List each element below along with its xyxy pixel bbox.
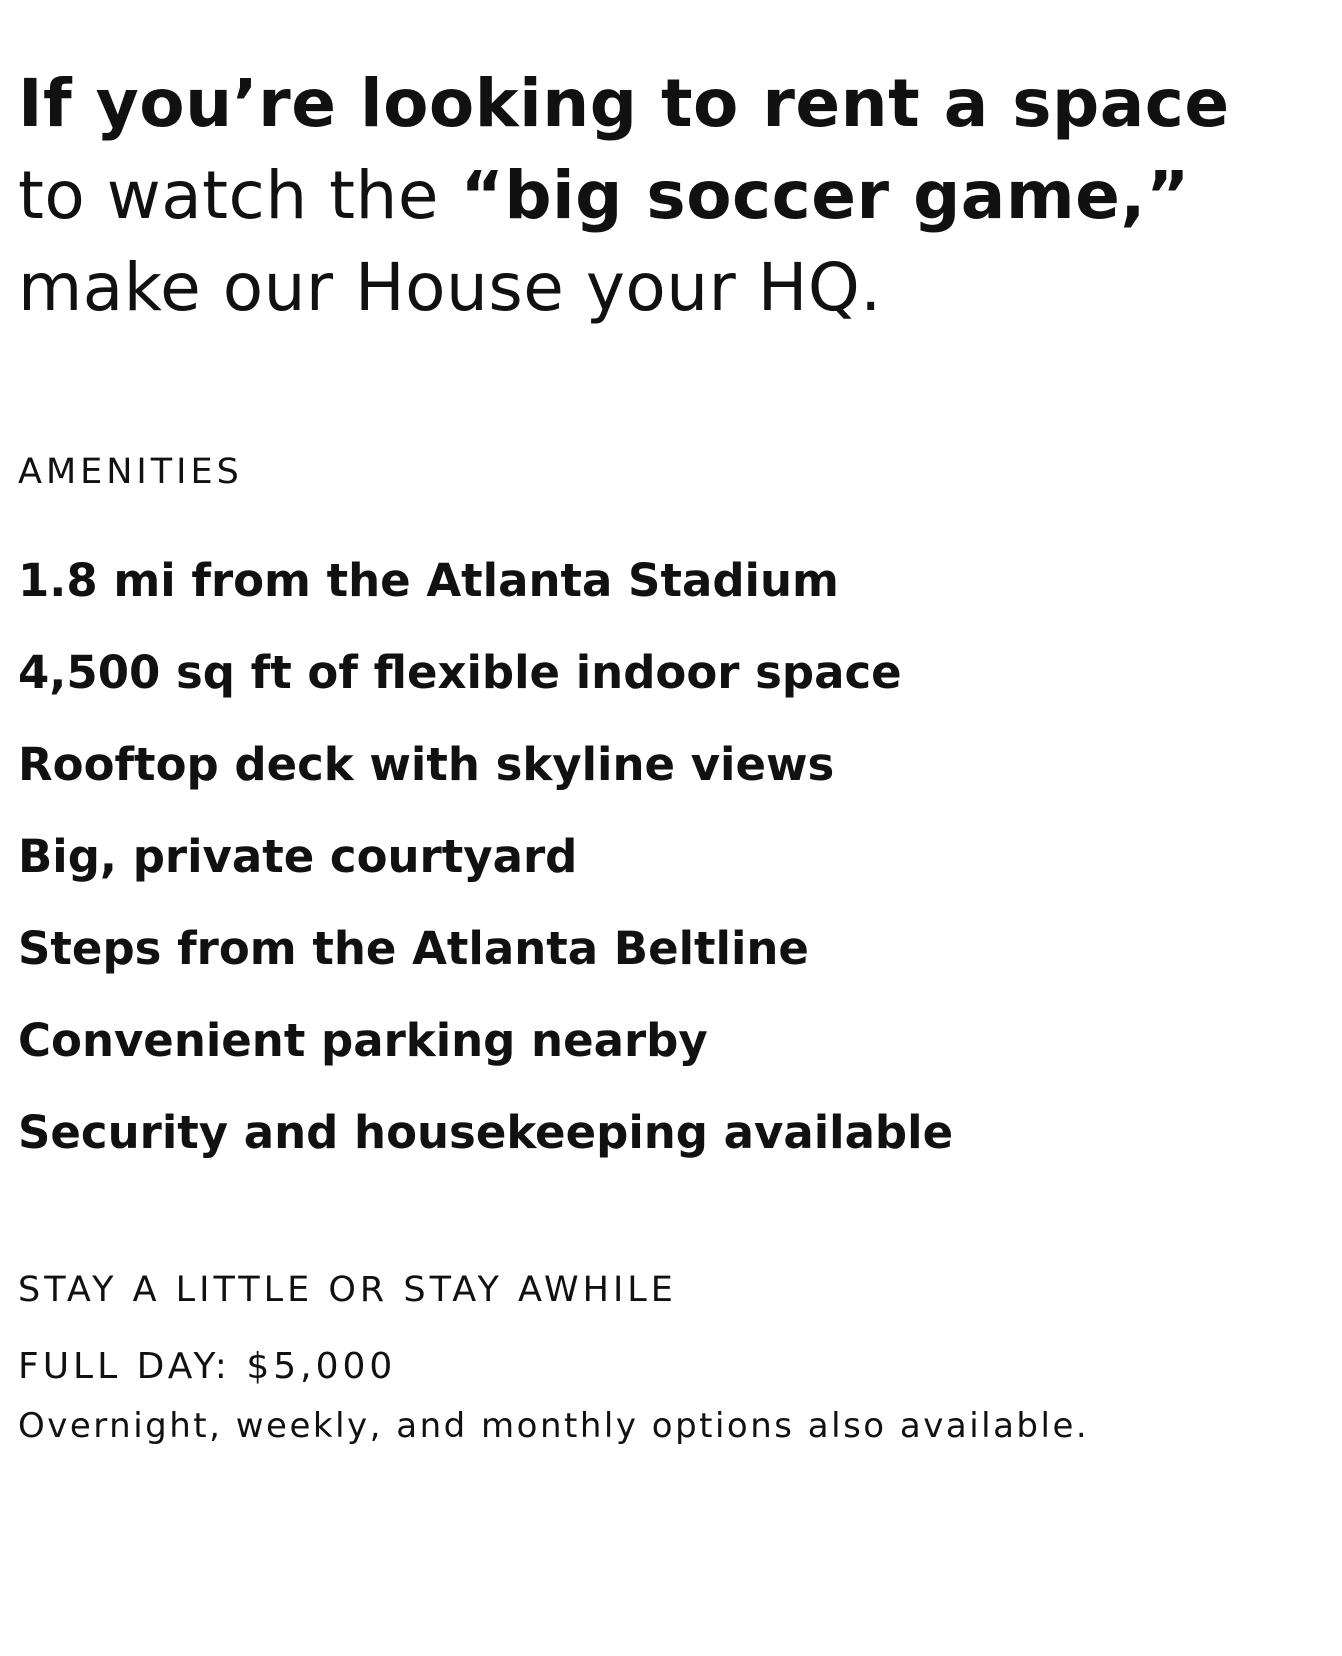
amenity-item: 1.8 mi from the Atlanta Stadium xyxy=(18,554,839,607)
full-day-price: FULL DAY: $5,000 xyxy=(18,1346,397,1387)
amenity-item: Big, private courtyard xyxy=(18,830,578,883)
headline-line-1: If you’re looking to rent a space xyxy=(18,65,1230,142)
amenity-item: Convenient parking nearby xyxy=(18,1014,708,1067)
options-note: Overnight, weekly, and monthly options also available. xyxy=(18,1406,1090,1446)
headline-line-2-text: to watch the xyxy=(18,157,461,234)
amenity-item: Security and housekeeping available xyxy=(18,1106,954,1159)
headline xyxy=(18,58,1230,334)
headline-emphasis: “big soccer game,” xyxy=(460,157,1190,234)
stay-heading: STAY A LITTLE OR STAY AWHILE xyxy=(18,1270,677,1310)
headline-line-2 xyxy=(18,150,1230,242)
amenities-list xyxy=(18,535,953,1179)
headline-line-3: make our House your HQ. xyxy=(18,249,882,326)
amenity-item: Rooftop deck with skyline views xyxy=(18,738,835,791)
amenity-item: 4,500 sq ft of flexible indoor space xyxy=(18,646,902,699)
amenities-heading: AMENITIES xyxy=(18,452,243,492)
amenity-item: Steps from the Atlanta Beltline xyxy=(18,922,809,975)
